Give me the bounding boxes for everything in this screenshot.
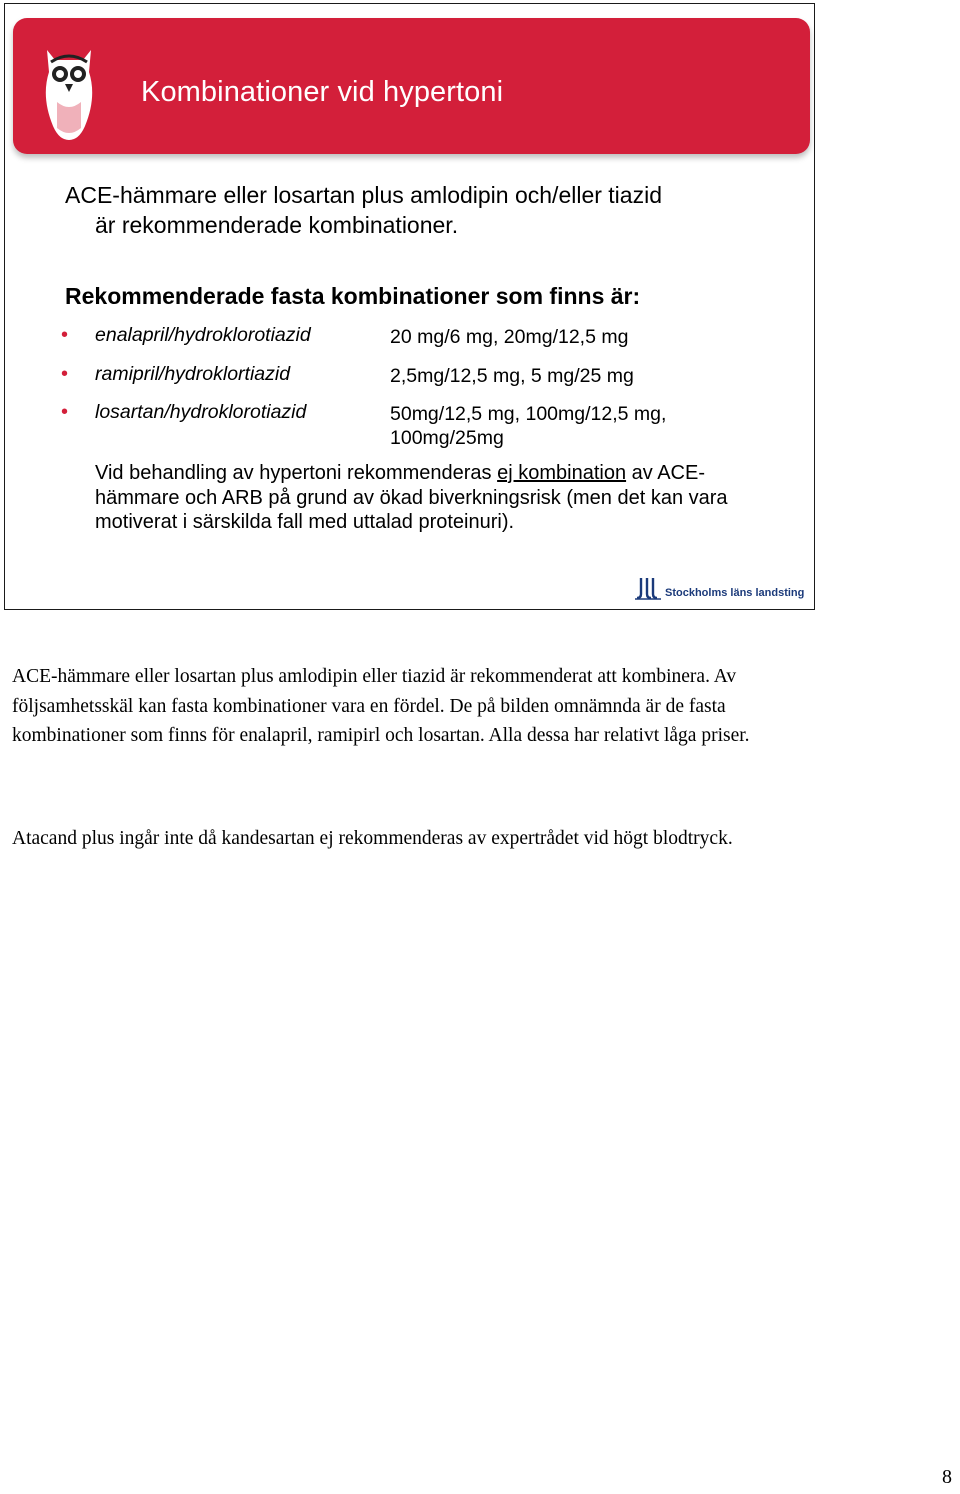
body-paragraph-2: Atacand plus ingår inte då kandesartan ej rekommenderas av expertrådet vid högt blodtryck. [12,828,733,849]
sll-logo [635,576,805,602]
title-banner [13,18,810,154]
slide-intro [65,180,795,240]
bullet: • [61,324,69,346]
intro-line-1: ACE-hämmare eller losartan plus amlodipin och/eller tiazid [65,182,662,208]
body-paragraph-1: ACE-hämmare eller losartan plus amlodipin eller tiazid är rekommenderat att kombinera. Av följsamhetsskäl kan fasta kombinationer vara en fördel. De på bilden omnämnda är de fasta kombinationer som finns för enalapril, ramipirl och losartan. Alla dessa har relativt låga priser. [12,666,750,746]
emphasis-underline: ej kombination [497,462,627,484]
dose-text: 20 mg/6 mg, 20mg/12,5 mg [390,326,629,348]
intro-line-2: är rekommenderade kombinationer. [95,212,459,238]
sll-logo-icon [635,576,661,600]
drug-name: losartan/hydroklorotiazid [95,401,307,423]
sll-logo-text: Stockholms läns landsting [665,587,805,599]
bullet: • [61,363,69,385]
dose-text: 50mg/12,5 mg, 100mg/12,5 mg, 100mg/25mg [390,403,667,449]
slide-title: Kombinationer vid hypertoni [141,76,504,108]
drug-name: enalapril/hydroklorotiazid [95,324,311,346]
bullet: • [61,401,69,423]
slide-note: Vid behandling av hypertoni rekommenderas ej kombination av ACE-hämmare och ARB på grund av ökad biverkningsrisk (men det kan vara motiverat i särskilda fall med uttalad proteinuri). [95,462,728,533]
combinations-heading: Rekommenderade fasta kombinationer som finns är: [65,283,641,309]
owl-logo-icon [41,42,97,142]
drug-name: ramipril/hydroklortiazid [95,363,291,385]
page-number: 8 [942,1466,952,1488]
slide [4,3,815,610]
dose-text: 2,5mg/12,5 mg, 5 mg/25 mg [390,365,634,387]
